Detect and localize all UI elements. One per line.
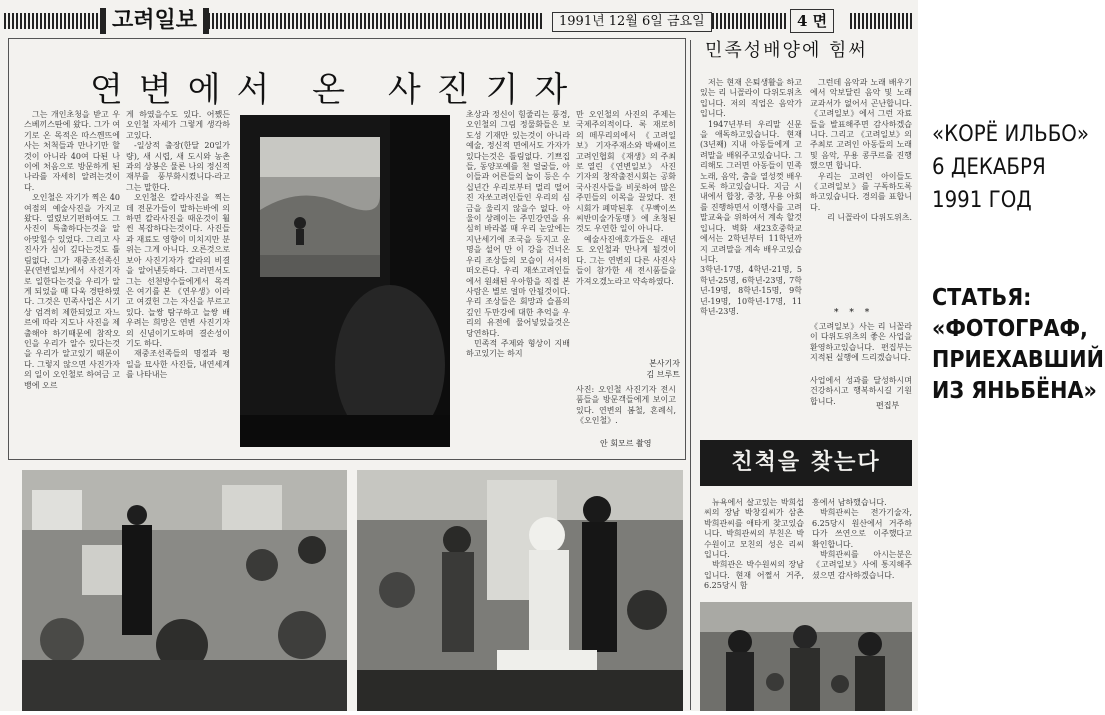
paragraph: 리 니꼴라이 다위도위츠.: [827, 213, 912, 223]
article-column-1: [24, 110, 120, 450]
paragraph: 그는 개인초청을 받고 우스베끼스딴에 왔다. 그가 여기로 온 목적은 따스껜뜨에 사는 처척들과 만나기만 할것이 아니라 40여 다된 나이에 처음으로 방문하게 된 나라를 자세히 알려는것이다.: [24, 110, 120, 192]
paragraph: 흥에서 남하했습니다.: [812, 498, 887, 507]
article-column-2: [126, 110, 230, 450]
annotation-line: 1991 ГОД: [932, 188, 1032, 213]
article-column-4: [576, 110, 676, 360]
masthead-hatch-left: [4, 13, 544, 29]
masthead: [0, 8, 918, 34]
paragraph: -일상적 출장(한달 20일가량), 새 시렵, 새 도시와 농촌과의 상봉은 물론 나의 정신적 재부를 풍부화시켰니다-라고 그는 말한다.: [126, 141, 230, 192]
photo-window-scene: [240, 115, 450, 447]
sidebar-column-2: [810, 78, 912, 303]
paragraph: 저는 현재 은퇴생활을 하고있는 리 니꼴라이 다위도위츠입니다. 저의 직업은 음악가입니다.: [700, 78, 802, 119]
annotation-article: [932, 283, 1104, 407]
paragraph: 1947년부터 우리말 신문을 애독하고있습니다. 현재 (3년째) 지내 아동들에게 고려말을 배워주고있습니다. 그리해도 그러면 아동들이 민족 노래, 음악, 춤을 열성껏 배우도록 하고있습니다. 지금 시내에서 합창, 중창, 무용 아회를 진행하면서 이행사를 고려말교육을 위하여서 계속 할것입니다. 벽화 새23호중학교에서는 2학년부터 11학년까지 고려말을 계속 배우고있습니다.: [700, 119, 802, 264]
annotation-line: «ФОТОГРАФ,: [932, 316, 1088, 342]
paragraph: 오인철은 자기가 찍은 40여점의 예술사진을 가지고왔다. 열렸보기편하여도 그 사진이 특출하다는것을 알아맞힐수 있었다. 그리고 사진사가 심이 깊다는것도 틀림없다. 그가 재중조선족신문(연변일보)에서 사진기자로 일한다는것을 우리가 알게 되었을 때 다욱 경탄하였다. 그것은 민족사업은 시기상 엄격히 제한되었고 자느르에 따라 지도나 사진을 제출해야 하기때문에 참작오인을 우리가 알수 있다는것을 우리가 알고있기 때문이다. 그렇지 않으면 사진가자의 일이 오인철로 하여금 고뱅에 오르: [24, 193, 120, 390]
relatives-column-2: [812, 498, 912, 593]
editor-note: 《고려일보》사는 리 니꼴라이 다위도위츠의 좋은 사업을 환영하고있습니다. 편집부는 지적된 실행에 드리겠습니다.: [810, 322, 912, 363]
annotation-line: ИЗ ЯНЬБЁНА»: [932, 378, 1097, 404]
paragraph: 박희관씨는 전가기술자, 6.25당시 원산에서 거주하다가 쓰연으로 이주했다고 확인합니다.: [812, 508, 912, 549]
photo-wedding-ceremony: [357, 470, 683, 711]
paragraph: 뉴욕에서 살고있는 박희섭씨의 장남 박창길씨가 삼촌 박희관씨를 애타게 찾고있습니다. 박희관씨의 부친은 박수원이고 모친의 성은 리씨입니다.: [704, 498, 804, 560]
sidebar-title: 민족성배양에 힘써: [705, 40, 868, 61]
photo-credit: 안 회모르 촬영: [600, 439, 652, 448]
photo-exhibition-visitors-image: [22, 470, 347, 711]
issue-date: 1991년 12월 6일 금요일: [552, 12, 712, 32]
paragraph: 게 하였을수도 있다. 어쨌든 오인철 자세가 그렇게 생각하고있다.: [126, 110, 230, 140]
article-column-3: [466, 110, 570, 440]
paragraph: 그런데 음악과 노래 배우기에서 악보달린 음악 및 노래 교과서가 없어서 곤난합니다. 《고려일보》에서 그런 자료들을 발표해주면 감사하겠습니다. 그리고 《고려일보》의 주최로 고려인 아동들의 노래 및 음악, 무용 콩쿠르를 진행했으면 합니다.: [810, 78, 912, 171]
masthead-hatch-right: [850, 13, 914, 29]
paragraph: 오인철은 칼라사진을 찍는데 전문가들이 말하는바에 의하면 칼라사진을 때운것이 훨씬 복잡하다는것이다. 사진들과 재료도 영향이 미치지만 분위는 그게 아니다. 오른것으로 보아 사진기자가 칼라의 비결을 알어낸듯하다. 그러면서도 그는 선천방수들에게서 목격은 여기를 본 《연우생》이라고 여겼헌 그는 자신을 부르고있다. 늘쌍 탐구하고 늘쌍 배우려는 희망은 연변 사진기자의 신념이기도하며 결손성이기도 하다.: [126, 193, 230, 348]
photo-window-scene-image: [240, 115, 450, 447]
paragraph: 재중조선족들의 명절과 평일을 묘사한 사진들, 내연세계를 나타내는: [126, 349, 230, 380]
article-byline: 본사기자 김 브루트: [646, 359, 680, 379]
editor-note-2: 사업에서 성과를 달성하시며 건강하시고 행복하시길 기원합니다.: [810, 376, 912, 406]
paragraph: 우리는 고려인 아이들도 《고려일보》를 구독하도록 하고있습니다. 경의를 표합니다.: [810, 171, 912, 212]
paragraph: 박희관씨를 아시는분은 《고려일보》사에 통지해주셨으면 감사하겠습니다.: [812, 550, 912, 580]
sidebar-column-1: [700, 78, 802, 408]
relatives-column-1: [704, 498, 804, 593]
photo-family: [700, 602, 912, 711]
column-divider: [690, 40, 691, 710]
paragraph: 민족적 주제와 형상이 지배하고있기는 하지: [466, 338, 570, 359]
masthead-hatch-middle: [700, 13, 788, 29]
paragraph: 박희관은 박수원씨의 장남입니다. 현재 어쩔서 거주, 6.25당시 함: [704, 560, 804, 591]
photo-exhibition-visitors: [22, 470, 347, 711]
photo-family-image: [700, 602, 912, 711]
editor-signature: 편집부: [876, 401, 900, 410]
annotation-line: ПРИЕХАВШИЙ: [932, 347, 1104, 373]
relatives-section-title: 친척을 찾는다: [700, 440, 912, 486]
paragraph: 초상과 정신이 힘줄리는 풍경, 오인철의 그림 정물화들은 보도성 기재만 있는것이 아니라 예술, 정신적 면에서도 가자가 있다는것은 틀림없다. 기쁘집들, 동양포예를 천 얼굴들, 아이들과 어른들의 놀이 등은 수십년간 우리로부터 멀리 떨어진 자쏘고려인들인 우리의 심금을 울리지 않을수 없다. 아울이 상례이는 주민강연을 유심히 바라볼 때 우리 눈앞에는 지난세기에 조국을 등지고 운명을 설어 만 이 강을 건너온 우리 조상들의 모습이 서서히 떠오른다. 우리 재쏘고려인들에서 원쇄된 우아함을 직접 본 사람은 별로 얼마 안될것이다. 우리 조상들은 회망과 슬픔의 깊인 두만강에 대한 추억을 우리의 유전에 물어넣었을것은 당연하다.: [466, 110, 570, 338]
article-headline: 연변에서 온 사진기자: [90, 70, 584, 110]
annotation-line: 6 ДЕКАБРЯ: [932, 155, 1046, 180]
section-stars: * * *: [834, 308, 874, 318]
annotation-line: «КОРЁ ИЛЬБО»: [932, 122, 1089, 147]
photo-caption: 사진: 오인철 사진기자 전시품들을 방문객들에게 보이고있다. 연변의 봄철, 혼례식, 《오인철》.: [576, 385, 676, 426]
paragraph: 만 오인철의 사진의 주제는 국제주의적이다. 록 재로히의 떼무리의에서 《고려일보》 기자주재소와 박쌔이르고려인협회 《재생》의 주최로 열린 《연변일보》 사진기자의 창작출전시회는 공화국사진사들을 비롯하여 많은 주민들의 이목을 끌었다. 전시회가 폐막된후 《무빡이쓰씨반미술가동맹》에 초청된것도 우연한 일이 아니다.: [576, 110, 676, 234]
annotation-source: [932, 118, 1089, 217]
photo-wedding-ceremony-image: [357, 470, 683, 711]
paragraph: 예술사진애호가들은 래년도 오인철과 만나게 될것이다. 그는 연변의 다른 사진사들이 참가한 새 전시품들을 가져오겠노라고 약속하였다.: [576, 234, 676, 286]
annotation-line: СТАТЬЯ:: [932, 285, 1032, 311]
page-number: 4 면: [790, 9, 834, 33]
newspaper-logo: 고려일보: [100, 8, 209, 34]
paragraph: 3학년-17명, 4학년-21명, 5학년-25명, 6학년-23명, 7학년-19명, 8학년-15명, 9학년-19명, 10학년-17명, 11학년-23명.: [700, 265, 802, 316]
